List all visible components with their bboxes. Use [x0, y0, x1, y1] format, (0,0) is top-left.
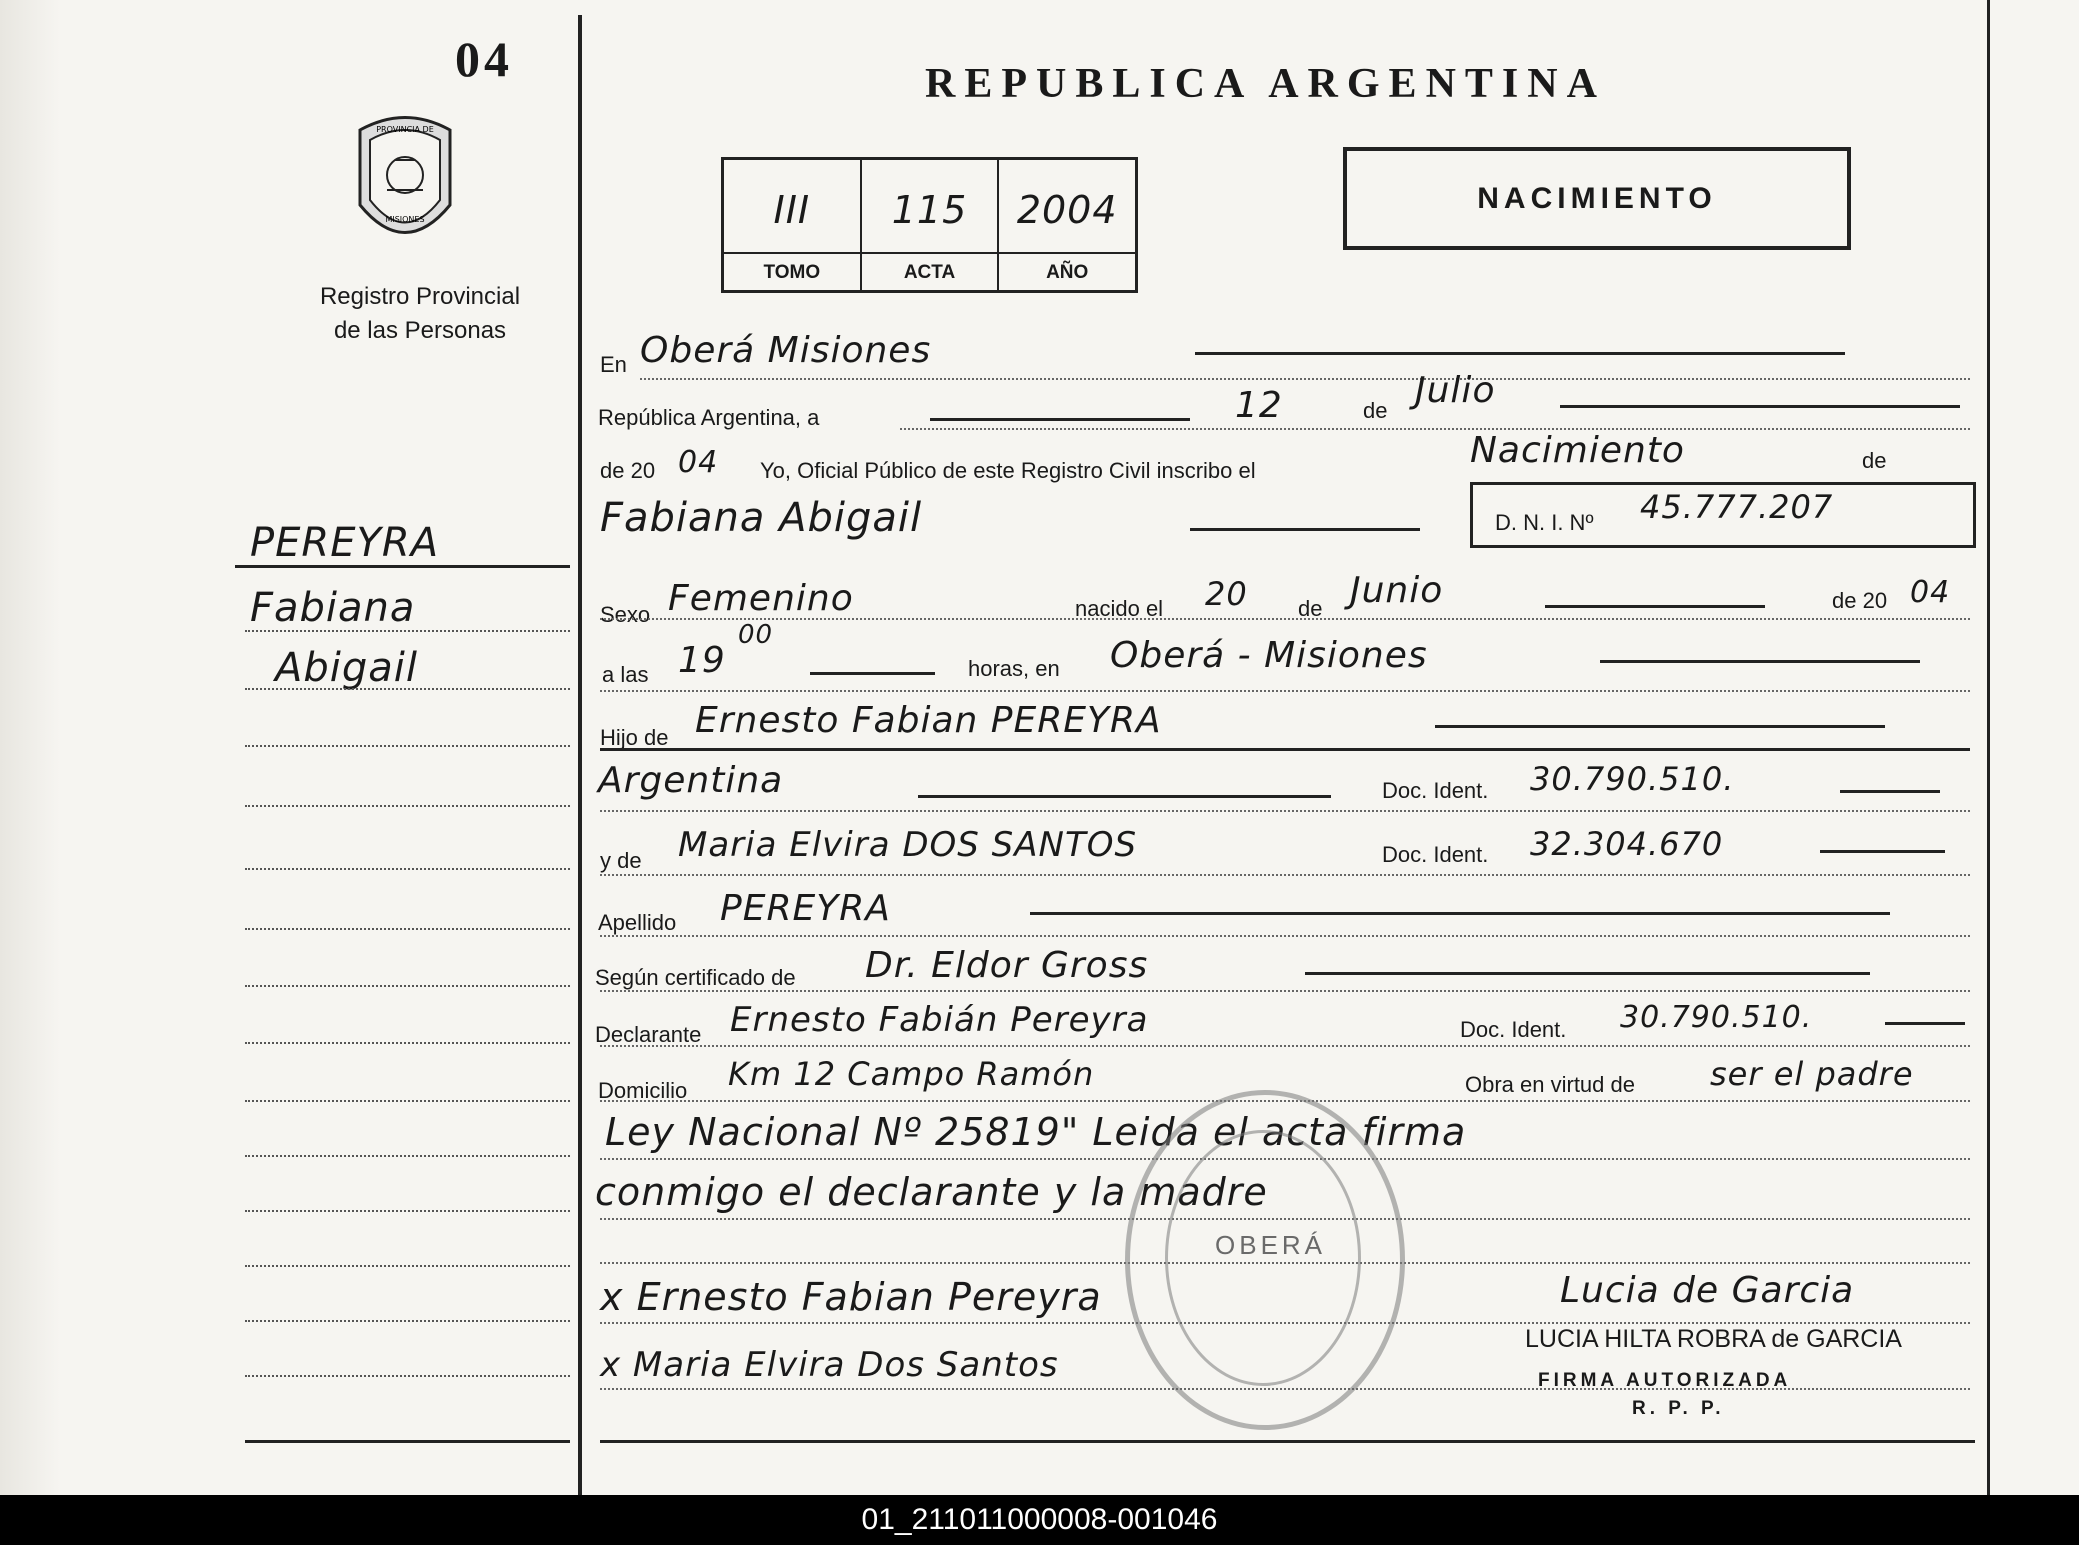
province-seal-icon [345, 110, 465, 250]
field-line [1560, 405, 1960, 408]
margin-surname: PEREYRA [250, 520, 440, 566]
ley-line: Ley Nacional Nº 25819" Leida el acta firma [605, 1110, 1467, 1154]
margin-line [245, 868, 570, 870]
nacido-label: nacido el [1075, 596, 1164, 621]
tomo-cell [724, 160, 862, 290]
sexo-value: Femenino [668, 578, 854, 619]
horas-label: horas, en [968, 656, 1060, 681]
field-line [1435, 725, 1885, 728]
field-line [810, 672, 935, 675]
field-rule [600, 935, 1970, 937]
ano-label: AÑO [999, 252, 1135, 284]
child-name: Fabiana Abigail [600, 495, 923, 541]
declarante-signature: x Ernesto Fabian Pereyra [600, 1275, 1102, 1319]
minute-value: 00 [738, 620, 774, 650]
segun-label: Según certificado de [595, 965, 796, 990]
hijo-label: Hijo de [600, 725, 669, 750]
field-rule [600, 874, 1970, 876]
field-line [1820, 850, 1945, 853]
doc-ident-label: Doc. Ident. [1382, 778, 1489, 803]
seal-bottom-text: MISIONES [385, 215, 425, 224]
doc-ident-label-3: Doc. Ident. [1460, 1017, 1567, 1042]
official-name: LUCIA HILTA ROBRA de GARCIA [1525, 1325, 1902, 1353]
domicilio-label: Domicilio [598, 1078, 688, 1103]
birth-year-suffix: 04 [1910, 575, 1951, 610]
conmigo-line: conmigo el declarante y la madre [595, 1170, 1268, 1214]
de-label-3: de [1298, 596, 1323, 621]
ano-value: 2004 [1016, 188, 1118, 232]
field-rule [900, 428, 1970, 430]
birth-month: Junio [1350, 570, 1444, 611]
doc-ident-label-2: Doc. Ident. [1382, 842, 1489, 867]
right-border [1987, 0, 1990, 1495]
field-rule [600, 690, 1970, 692]
registry-line2: de las Personas [333, 317, 507, 344]
margin-line [245, 1320, 570, 1322]
y-de-label: y de [600, 848, 642, 873]
day-value: 12 [1235, 385, 1283, 426]
month-value: Julio [1415, 370, 1496, 411]
republica-label: República Argentina, a [598, 405, 820, 430]
de-label-2: de [1862, 448, 1887, 473]
official-signature: Lucia de Garcia [1560, 1270, 1855, 1311]
tomo-label: TOMO [724, 252, 860, 284]
field-rule [600, 1322, 1970, 1324]
field-line [1190, 528, 1420, 531]
father-doc: 30.790.510. [1530, 760, 1735, 798]
margin-line [245, 1265, 570, 1267]
firma-label: FIRMA AUTORIZADA [1538, 1370, 1792, 1391]
seal-top-text: PROVINCIA DE [376, 125, 434, 134]
mother-signature: x Maria Elvira Dos Santos [600, 1345, 1059, 1385]
margin-line [245, 1042, 570, 1044]
birth-place: Oberá - Misiones [1110, 635, 1428, 676]
page-number: 04 [455, 31, 513, 87]
file-id-footer: 01_211011000008-001046 [0, 1495, 2079, 1545]
field-line [1305, 972, 1870, 975]
margin-line [245, 630, 570, 632]
sexo-label: Sexo [600, 602, 651, 627]
registry-name [280, 280, 560, 348]
act-type-value: Nacimiento [1470, 430, 1685, 471]
a-las-label: a las [602, 662, 649, 687]
margin-bottom-line [245, 1440, 570, 1443]
tomo-value: III [773, 188, 811, 232]
yo-text: Yo, Oficial Público de este Registro Civil inscribo el [760, 458, 1256, 483]
year-prefix: de 20 [600, 458, 656, 483]
margin-line [245, 688, 570, 690]
dni-label: D. N. I. Nº [1495, 510, 1594, 535]
bottom-line [600, 1440, 1975, 1443]
margin-line [245, 745, 570, 747]
acta-label: ACTA [862, 252, 998, 284]
book-binding [0, 0, 60, 1495]
field-line [1545, 605, 1765, 608]
record-number-box [721, 157, 1138, 293]
field-line [1840, 790, 1940, 793]
declarante-label: Declarante [595, 1022, 702, 1047]
field-rule [640, 378, 1970, 380]
certificado-value: Dr. Eldor Gross [865, 945, 1149, 986]
ano-cell [999, 160, 1135, 290]
margin-first-name: Fabiana [250, 585, 416, 631]
en-label: En [600, 352, 627, 377]
field-rule [600, 810, 1970, 812]
margin-underline [235, 565, 570, 568]
margin-line [245, 1210, 570, 1212]
field-line [1030, 912, 1890, 915]
place-value: Oberá Misiones [640, 330, 932, 371]
field-line [1195, 352, 1845, 355]
mother-doc: 32.304.670 [1530, 825, 1724, 863]
declarante-doc: 30.790.510. [1620, 1000, 1813, 1035]
margin-line [245, 928, 570, 930]
obra-value: ser el padre [1710, 1055, 1914, 1093]
field-rule [600, 748, 1970, 751]
field-rule [600, 618, 1970, 620]
father-name: Ernesto Fabian PEREYRA [695, 700, 1162, 741]
margin-line [245, 1155, 570, 1157]
margin-line [245, 1375, 570, 1377]
hour-value: 19 [678, 640, 726, 681]
field-line [1600, 660, 1920, 663]
year-suffix: 04 [678, 445, 719, 480]
field-rule [600, 990, 1970, 992]
margin-line [245, 805, 570, 807]
mother-name: Maria Elvira DOS SANTOS [678, 825, 1138, 865]
field-line [918, 795, 1331, 798]
record-type-box: NACIMIENTO [1343, 147, 1851, 250]
apellido-label: Apellido [598, 910, 677, 935]
column-divider [578, 15, 582, 1495]
document-title: REPUBLICA ARGENTINA [925, 61, 1606, 107]
de-label: de [1363, 398, 1388, 423]
father-nationality: Argentina [598, 760, 784, 801]
margin-line [245, 985, 570, 987]
stamp-text: OBERÁ [1215, 1230, 1327, 1260]
dni-value: 45.777.207 [1640, 488, 1834, 526]
obra-label: Obra en virtud de [1465, 1072, 1635, 1097]
margin-second-name: Abigail [275, 645, 418, 691]
domicilio-value: Km 12 Campo Ramón [728, 1055, 1095, 1093]
margin-line [245, 1100, 570, 1102]
birth-year-prefix: de 20 [1832, 588, 1888, 613]
field-line [930, 418, 1190, 421]
acta-cell [862, 160, 1000, 290]
field-line [1885, 1022, 1965, 1025]
declarante-value: Ernesto Fabián Pereyra [730, 1000, 1149, 1040]
registry-line1: Registro Provincial [319, 283, 521, 310]
birth-day: 20 [1205, 575, 1248, 613]
acta-value: 115 [891, 188, 968, 232]
apellido-value: PEREYRA [720, 888, 891, 929]
rpp-label: R. P. P. [1632, 1398, 1725, 1419]
field-rule [600, 1045, 1970, 1047]
